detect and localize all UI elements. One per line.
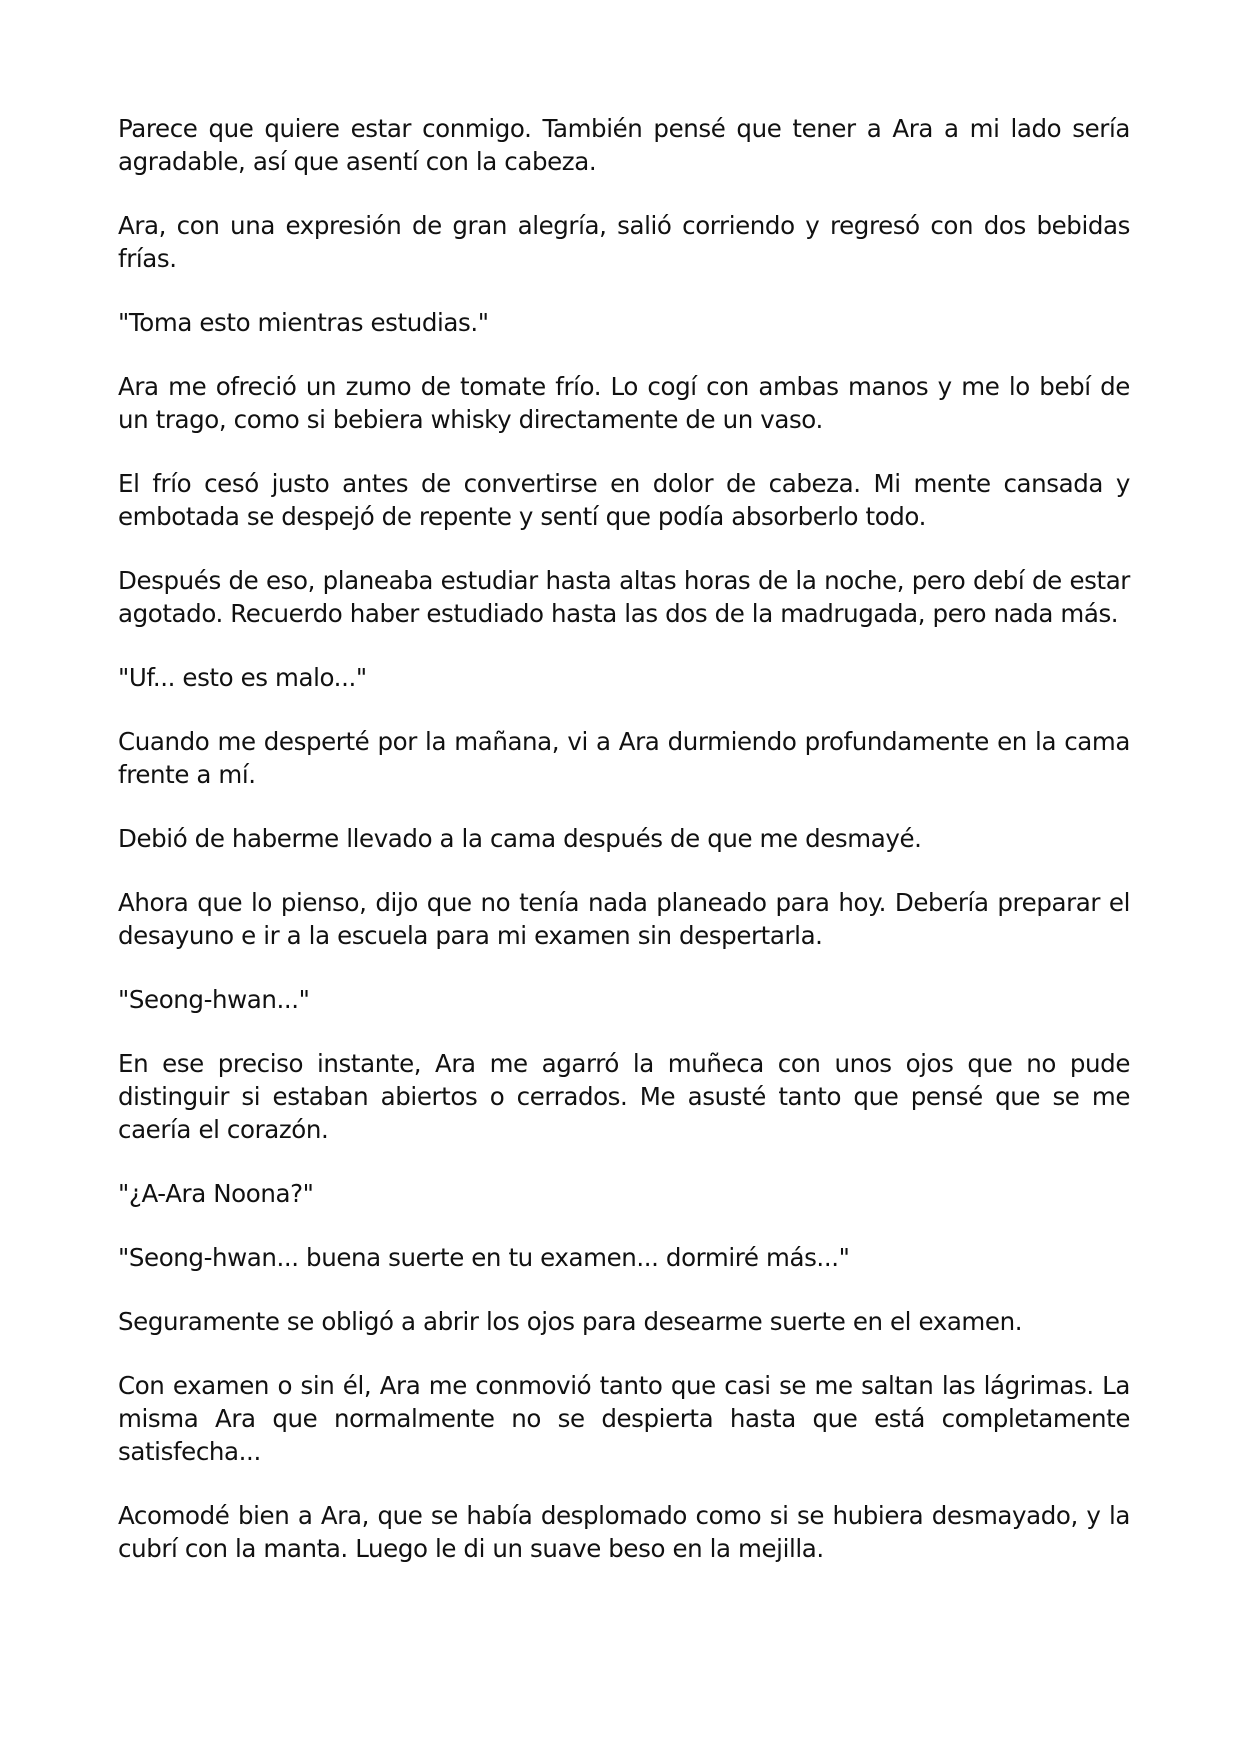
paragraph: Con examen o sin él, Ara me conmovió tanto que casi se me saltan las lágrimas. La misma Ara que normalmente no se despierta hasta que está completamente satisfecha... [118, 1371, 1130, 1466]
paragraph: En ese preciso instante, Ara me agarró la muñeca con unos ojos que no pude distinguir si estaban abiertos o cerrados. Me asusté tanto que pensé que se me caería el corazón. [118, 1049, 1130, 1144]
paragraph: Acomodé bien a Ara, que se había desplomado como si se hubiera desmayado, y la cubrí con la manta. Luego le di un suave beso en la mejilla. [118, 1501, 1130, 1563]
paragraph: "Toma esto mientras estudias." [118, 308, 489, 337]
paragraph: Seguramente se obligó a abrir los ojos para desearme suerte en el examen. [118, 1307, 1023, 1336]
paragraph: El frío cesó justo antes de convertirse en dolor de cabeza. Mi mente cansada y embotada se despejó de repente y sentí que podía absorberlo todo. [118, 469, 1130, 531]
paragraph: Ara, con una expresión de gran alegría, salió corriendo y regresó con dos bebidas frías. [118, 211, 1130, 273]
paragraph: Cuando me desperté por la mañana, vi a Ara durmiendo profundamente en la cama frente a mí. [118, 727, 1130, 789]
paragraph: "Uf... esto es malo..." [118, 663, 367, 692]
paragraph: Debió de haberme llevado a la cama después de que me desmayé. [118, 824, 922, 853]
paragraph: Después de eso, planeaba estudiar hasta altas horas de la noche, pero debí de estar agotado. Recuerdo haber estudiado hasta las dos de la madrugada, pero nada más. [118, 566, 1130, 628]
paragraph: "Seong-hwan..." [118, 985, 310, 1014]
paragraph: Ahora que lo pienso, dijo que no tenía nada planeado para hoy. Debería preparar el desayuno e ir a la escuela para mi examen sin despertarla. [118, 888, 1130, 950]
document-page [118, 112, 1130, 1596]
paragraph: Ara me ofreció un zumo de tomate frío. Lo cogí con ambas manos y me lo bebí de un trago, como si bebiera whisky directamente de un vaso. [118, 372, 1130, 434]
paragraph: Parece que quiere estar conmigo. También pensé que tener a Ara a mi lado sería agradable, así que asentí con la cabeza. [118, 114, 1130, 176]
paragraph: "¿A-Ara Noona?" [118, 1179, 314, 1208]
paragraph: "Seong-hwan... buena suerte en tu examen... dormiré más..." [118, 1243, 850, 1272]
